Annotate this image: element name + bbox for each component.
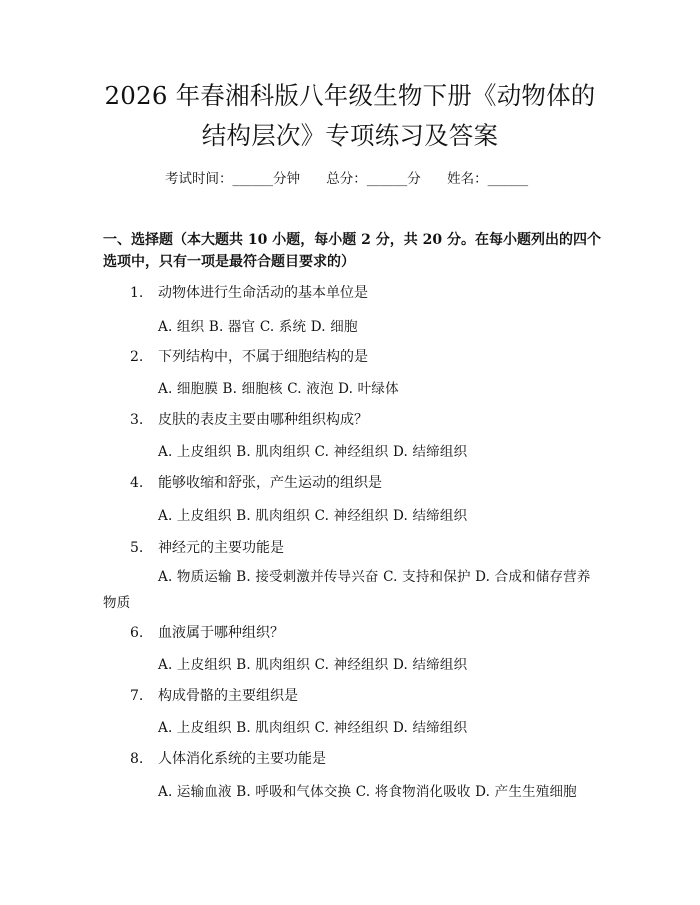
question-stem: 血液属于哪种组织？ [158,625,284,641]
question-stem: 皮肤的表皮主要由哪种组织构成？ [158,412,368,428]
question-stem: 能够收缩和舒张，产生运动的组织是 [158,475,382,491]
exam-meta [165,167,528,187]
question-stem: 下列结构中，不属于细胞结构的是 [158,349,368,365]
question-number: 7. [130,688,144,704]
question-8-options: A. 运输血液 B. 呼吸和气体交换 C. 将食物消化吸收 D. 产生生殖细胞 [158,784,577,800]
question-number: 8. [130,751,144,767]
question-3-options: A. 上皮组织 B. 肌肉组织 C. 神经组织 D. 结缔组织 [158,444,468,460]
question-2-options: A. 细胞膜 B. 细胞核 C. 液泡 D. 叶绿体 [158,381,399,397]
section-title: 一、选择题（本大题共 10 小题，每小题 2 分，共 20 分。在每小题列出的四个选项中，只有一项是最符合题目要求的） [103,232,601,270]
exam-time: 考试时间：______分钟 [165,171,300,187]
question-stem: 构成骨骼的主要组织是 [158,688,298,704]
question-number: 1. [130,285,144,301]
question-number: 4. [130,475,144,491]
question-8 [130,748,326,768]
question-2 [130,346,368,366]
question-7-options: A. 上皮组织 B. 肌肉组织 C. 神经组织 D. 结缔组织 [158,720,468,736]
title-line-1: 2026 年春湘科版八年级生物下册《动物体的 [104,81,596,110]
question-stem: 神经元的主要功能是 [158,540,284,556]
question-5 [130,537,284,557]
question-4-options: A. 上皮组织 B. 肌肉组织 C. 神经组织 D. 结缔组织 [158,508,468,524]
student-name: 姓名：______ [447,171,529,187]
question-1 [130,282,368,302]
question-number: 5. [130,540,144,556]
question-stem: 人体消化系统的主要功能是 [158,751,326,767]
question-3 [130,409,368,429]
question-stem: 动物体进行生命活动的基本单位是 [158,285,368,301]
question-6 [130,622,284,642]
question-6-options: A. 上皮组织 B. 肌肉组织 C. 神经组织 D. 结缔组织 [158,657,468,673]
exam-score: 总分：______分 [326,171,421,187]
question-5-options: A. 物质运输 B. 接受刺激并传导兴奋 C. 支持和保护 D. 合成和储存营养物质 [103,569,591,611]
question-4 [130,472,382,492]
question-number: 2. [130,349,144,365]
question-number: 3. [130,412,144,428]
question-7 [130,685,298,705]
title-line-2: 结构层次》专项练习及答案 [201,121,499,150]
question-number: 6. [130,625,144,641]
question-1-options: A. 组织 B. 器官 C. 系统 D. 细胞 [158,319,358,335]
